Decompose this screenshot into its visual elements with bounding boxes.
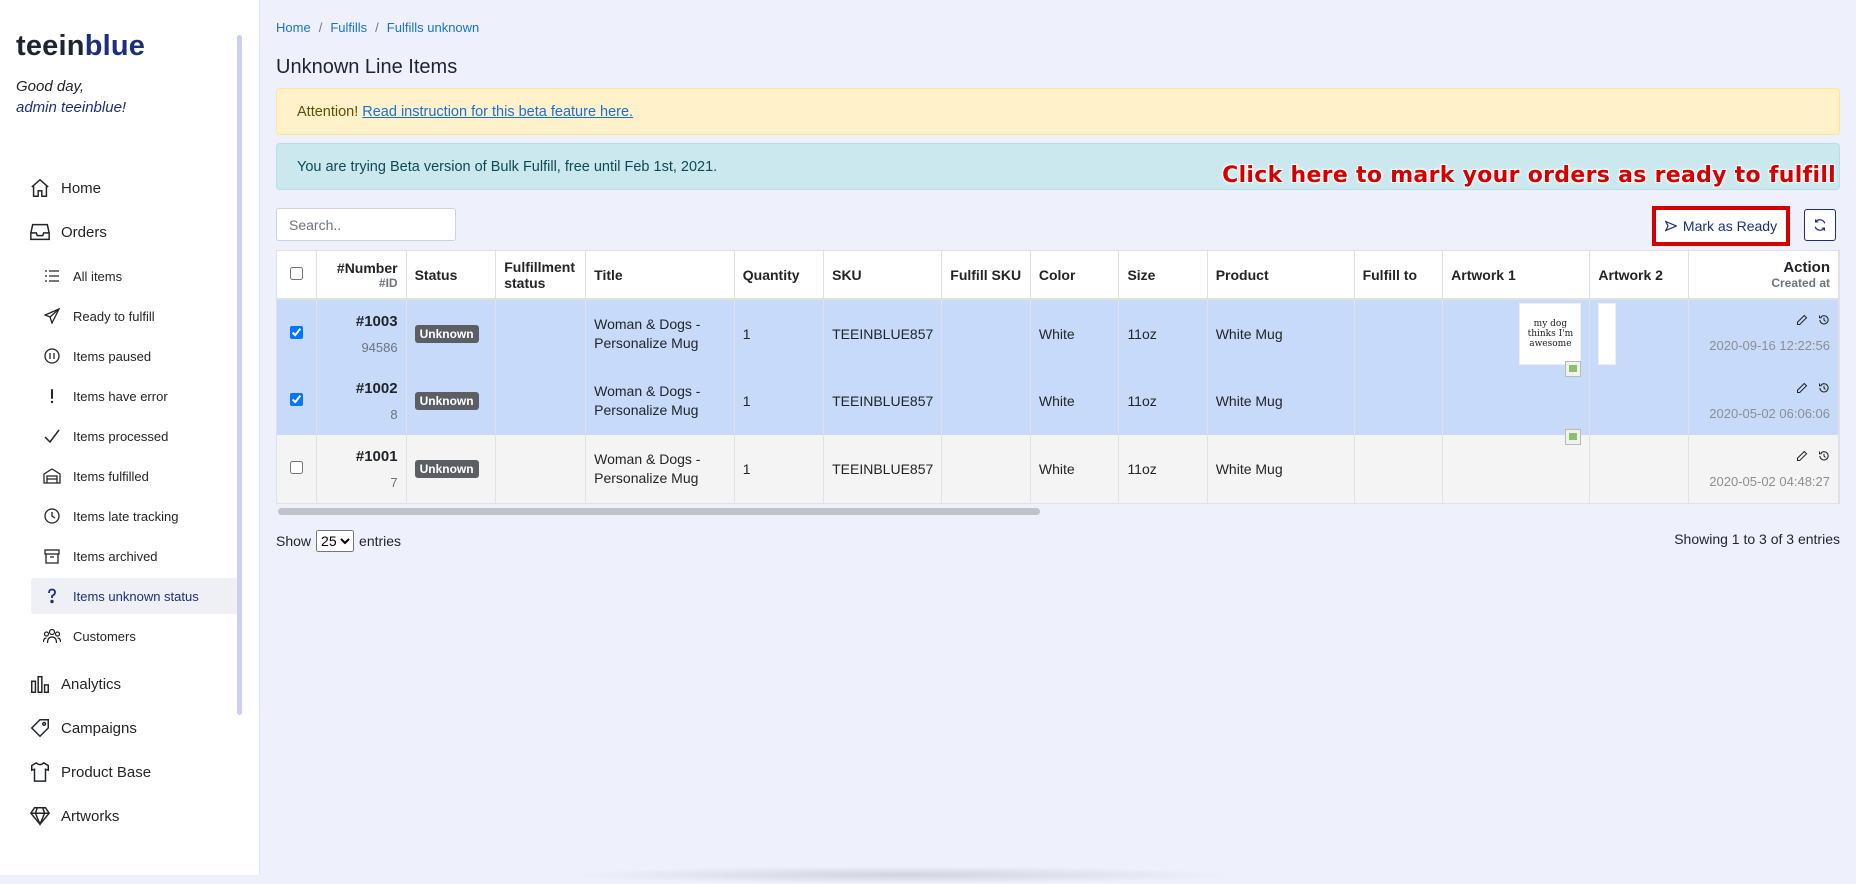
edit-icon[interactable]: [1796, 450, 1808, 462]
column-fulfill-to[interactable]: Fulfill to: [1354, 251, 1443, 299]
breadcrumb-separator: /: [318, 20, 323, 35]
pagination-info: Showing 1 to 3 of 3 entries: [1674, 531, 1840, 547]
status-badge: Unknown: [415, 392, 479, 410]
sidebar-item-label: Customers: [73, 628, 136, 644]
sidebar-item-analytics[interactable]: [29, 664, 241, 704]
warning-prefix: Attention!: [297, 103, 359, 120]
breadcrumb-separator: /: [375, 20, 379, 35]
refresh-button[interactable]: [1804, 209, 1836, 241]
breadcrumb-fulfills[interactable]: Fulfills: [330, 20, 368, 35]
broken-image-icon[interactable]: [1565, 429, 1581, 445]
home-icon: [29, 177, 51, 199]
column-size[interactable]: Size: [1119, 251, 1207, 299]
sidebar-item-label: Home: [61, 179, 102, 197]
greeting-user: admin teeinblue!: [16, 99, 127, 116]
table-row[interactable]: [277, 435, 1839, 503]
history-icon[interactable]: [1818, 450, 1830, 462]
row-checkbox[interactable]: [290, 326, 303, 339]
instruction-link[interactable]: Read instruction for this beta feature here.: [362, 103, 634, 120]
quantity-cell: 1: [734, 435, 823, 503]
sidebar-item-items-have-error[interactable]: [31, 378, 241, 414]
quantity-cell: 1: [734, 367, 823, 435]
select-all-checkbox[interactable]: [290, 267, 303, 280]
created-at: 2020-05-02 06:06:06: [1709, 405, 1830, 421]
color-cell: White: [1030, 435, 1119, 503]
tag-icon: [29, 717, 51, 739]
sku-cell: TEEINBLUE857: [824, 435, 942, 503]
history-icon[interactable]: [1818, 314, 1830, 326]
sidebar-item-label: Ready to fulfill: [73, 308, 155, 324]
sidebar-item-label: Items paused: [73, 348, 152, 364]
order-number[interactable]: #1001: [355, 448, 398, 465]
sidebar-item-all-items[interactable]: [31, 258, 241, 294]
column-product[interactable]: Product: [1207, 251, 1354, 299]
row-checkbox[interactable]: [290, 461, 303, 474]
edit-icon[interactable]: [1796, 382, 1808, 394]
sidebar-item-artworks[interactable]: [29, 796, 241, 836]
column-color[interactable]: Color: [1030, 251, 1119, 299]
sidebar-item-items-fulfilled[interactable]: [31, 458, 241, 494]
breadcrumb-home[interactable]: Home: [276, 20, 311, 35]
sku-cell: TEEINBLUE857: [824, 299, 942, 367]
status-badge: Unknown: [415, 460, 479, 478]
size-cell: 11oz: [1119, 299, 1207, 367]
sidebar: [0, 0, 260, 875]
column-title[interactable]: Title: [586, 251, 735, 299]
fulfill-to-cell: [1354, 435, 1443, 503]
greeting: [16, 76, 126, 118]
exclamation-icon: [43, 387, 61, 405]
mark-as-ready-label: Mark as Ready: [1682, 218, 1778, 234]
fulfill-sku-cell: [942, 299, 1031, 367]
sidebar-item-items-processed[interactable]: [31, 418, 241, 454]
artwork-thumbnail[interactable]: my dog thinks I'm awesome: [1519, 303, 1581, 365]
artwork-thumbnail[interactable]: [1598, 303, 1616, 365]
bar-chart-icon: [29, 673, 51, 695]
column-artwork-2[interactable]: Artwork 2: [1590, 251, 1689, 299]
shirt-icon: [29, 761, 51, 783]
table-horizontal-scrollbar[interactable]: [278, 508, 1040, 515]
sidebar-item-product-base[interactable]: [29, 752, 241, 792]
greeting-line: Good day,: [16, 78, 85, 95]
sidebar-item-home[interactable]: [29, 168, 241, 208]
color-cell: White: [1030, 367, 1119, 435]
archive-icon: [43, 547, 61, 565]
product-cell: White Mug: [1207, 367, 1354, 435]
clock-icon: [43, 507, 61, 525]
order-id: 8: [390, 407, 398, 422]
sidebar-item-label: Orders: [61, 223, 107, 241]
column-number[interactable]: #Number #ID: [317, 251, 407, 299]
refresh-icon: [1813, 218, 1827, 232]
pause-icon: [43, 347, 61, 365]
sidebar-item-ready-to-fulfill[interactable]: [31, 298, 241, 334]
sidebar-item-label: Items fulfilled: [73, 468, 149, 484]
page-size-control: [276, 530, 401, 552]
order-id: 94586: [361, 339, 398, 355]
sidebar-item-label: Artworks: [61, 807, 120, 825]
fulfillment-status-cell: [496, 435, 586, 503]
sidebar-item-label: Analytics: [61, 675, 122, 693]
created-at: 2020-05-02 04:48:27: [1709, 473, 1830, 489]
column-fulfill-sku[interactable]: Fulfill SKU: [942, 251, 1031, 299]
fulfill-to-cell: [1354, 367, 1443, 435]
sidebar-item-label: Campaigns: [61, 719, 137, 737]
size-cell: 11oz: [1119, 435, 1207, 503]
warning-alert: [276, 88, 1840, 135]
sidebar-item-label: Items have error: [73, 388, 168, 404]
fulfill-sku-cell: [942, 367, 1031, 435]
mark-as-ready-button[interactable]: [1656, 210, 1786, 242]
table-row[interactable]: [277, 299, 1839, 367]
column-action[interactable]: Action Created at: [1689, 251, 1839, 299]
sidebar-item-label: Items unknown status: [73, 588, 199, 604]
title-cell: Woman & Dogs - Personalize Mug: [586, 299, 735, 367]
search-input[interactable]: [276, 208, 456, 241]
size-cell: 11oz: [1119, 367, 1207, 435]
fulfill-sku-cell: [942, 435, 1031, 503]
table-header-row: [277, 251, 1839, 299]
mark-as-ready-highlight: [1652, 206, 1790, 246]
edit-icon[interactable]: [1796, 314, 1808, 326]
broken-image-icon[interactable]: [1565, 361, 1581, 377]
sidebar-scrollbar[interactable]: [237, 35, 242, 715]
table-row[interactable]: [277, 367, 1839, 435]
sidebar-item-label: Product Base: [61, 763, 152, 781]
sidebar-item-label: Items archived: [73, 548, 158, 564]
question-icon: [43, 587, 61, 605]
show-label: Show: [276, 533, 312, 549]
sidebar-item-items-late-tracking[interactable]: [31, 498, 241, 534]
fulfillment-status-cell: [496, 299, 586, 367]
entries-label: entries: [359, 533, 402, 549]
order-number[interactable]: #1002: [355, 380, 398, 397]
sidebar-item-orders[interactable]: [29, 212, 241, 252]
product-cell: White Mug: [1207, 299, 1354, 367]
title-cell: Woman & Dogs - Personalize Mug: [586, 435, 735, 503]
sku-cell: TEEINBLUE857: [824, 367, 942, 435]
column-status[interactable]: Status: [406, 251, 496, 299]
quantity-cell: 1: [734, 299, 823, 367]
page-title: Unknown Line Items: [276, 56, 458, 78]
sidebar-item-customers[interactable]: [31, 618, 241, 654]
page-size-select[interactable]: [316, 530, 354, 552]
sidebar-item-items-archived[interactable]: [31, 538, 241, 574]
breadcrumb-fulfills-unknown[interactable]: Fulfills unknown: [386, 20, 480, 35]
order-number[interactable]: #1003: [355, 312, 398, 330]
promo-annotation: Click here to mark your orders as ready to fulfill: [1222, 163, 1836, 188]
fulfillment-status-cell: [496, 367, 586, 435]
product-cell: White Mug: [1207, 435, 1354, 503]
sidebar-item-label: Items processed: [73, 428, 169, 444]
send-icon: [43, 307, 61, 325]
row-checkbox[interactable]: [290, 393, 303, 406]
column-artwork-1[interactable]: Artwork 1: [1443, 251, 1590, 299]
line-items-table: [276, 250, 1840, 504]
title-cell: Woman & Dogs - Personalize Mug: [586, 367, 735, 435]
bottom-shadow: [560, 866, 1240, 884]
people-icon: [43, 627, 61, 645]
sidebar-item-items-paused[interactable]: [31, 338, 241, 374]
status-badge: Unknown: [415, 325, 479, 343]
color-cell: White: [1030, 299, 1119, 367]
sidebar-item-label: All items: [73, 268, 123, 284]
fulfill-to-cell: [1354, 299, 1443, 367]
list-icon: [43, 267, 61, 285]
column-sku[interactable]: SKU: [824, 251, 942, 299]
brand-logo[interactable]: teeinblue: [16, 30, 146, 62]
send-icon: [1665, 220, 1677, 232]
warehouse-icon: [43, 467, 61, 485]
diamond-icon: [29, 805, 51, 827]
created-at: 2020-09-16 12:22:56: [1709, 338, 1830, 353]
breadcrumb: [276, 20, 479, 35]
check-icon: [43, 427, 61, 445]
column-quantity[interactable]: Quantity: [734, 251, 823, 299]
info-text: You are trying Beta version of Bulk Fulfill, free until Feb 1st, 2021.: [297, 158, 718, 175]
history-icon[interactable]: [1818, 382, 1830, 394]
order-id: 7: [390, 475, 398, 490]
sidebar-item-items-unknown-status[interactable]: [31, 578, 241, 614]
sidebar-item-label: Items late tracking: [73, 508, 179, 524]
sidebar-item-campaigns[interactable]: [29, 708, 241, 748]
inbox-icon: [29, 221, 51, 243]
column-fulfillment-status[interactable]: Fulfillment status: [496, 251, 586, 299]
